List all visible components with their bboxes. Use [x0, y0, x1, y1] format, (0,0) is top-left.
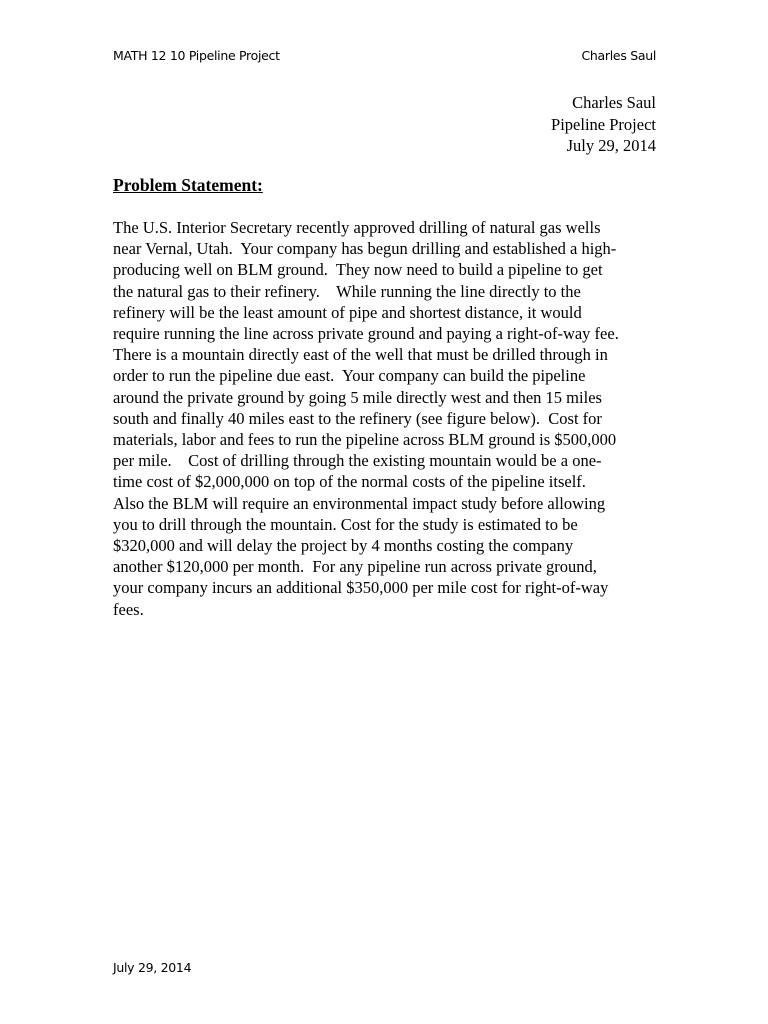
header-course-title: MATH 12 10 Pipeline Project [113, 48, 280, 63]
body-line: require running the line across private ground and paying a right-of-way fee. [113, 324, 619, 344]
body-line: per mile. Cost of drilling through the existing mountain would be a one- [113, 451, 602, 471]
body-line: producing well on BLM ground. They now need to build a pipeline to get [113, 260, 603, 280]
body-line: fees. [113, 599, 144, 619]
body-line: The U.S. Interior Secretary recently approved drilling of natural gas wells [113, 218, 601, 237]
running-footer-date: July 29, 2014 [113, 960, 192, 975]
body-line: near Vernal, Utah. Your company has begun drilling and established a high- [113, 239, 617, 259]
body-line: time cost of $2,000,000 on top of the normal costs of the pipeline itself. [113, 472, 586, 492]
body-line: refinery will be the least amount of pipe and shortest distance, it would [113, 302, 582, 322]
body-line: order to run the pipeline due east. Your company can build the pipeline [113, 366, 586, 386]
body-line: your company incurs an additional $350,000 per mile cost for right-of-way [113, 578, 609, 598]
body-line: There is a mountain directly east of the well that must be drilled through in [113, 345, 608, 365]
body-line: you to drill through the mountain. Cost for the study is estimated to be [113, 514, 578, 534]
document-date: July 29, 2014 [566, 136, 656, 155]
body-line: $320,000 and will delay the project by 4 months costing the company [113, 536, 574, 556]
section-heading: Problem Statement: [113, 175, 263, 195]
body-line: around the private ground by going 5 mile directly west and then 15 miles [113, 387, 602, 407]
body-line: another $120,000 per month. For any pipeline run across private ground, [113, 557, 597, 577]
body-line: the natural gas to their refinery. While running the line directly to the [113, 281, 581, 301]
body-line: Also the BLM will require an environmental impact study before allowing [113, 493, 606, 513]
author-name: Charles Saul [572, 93, 656, 112]
header-author: Charles Saul [581, 48, 656, 63]
body-line: south and finally 40 miles east to the refinery (see figure below). Cost for [113, 408, 602, 428]
project-name: Pipeline Project [551, 114, 656, 134]
problem-statement-body [113, 217, 658, 620]
author-block [551, 92, 656, 157]
body-line: materials, labor and fees to run the pipeline across BLM ground is $500,000 [113, 430, 617, 450]
